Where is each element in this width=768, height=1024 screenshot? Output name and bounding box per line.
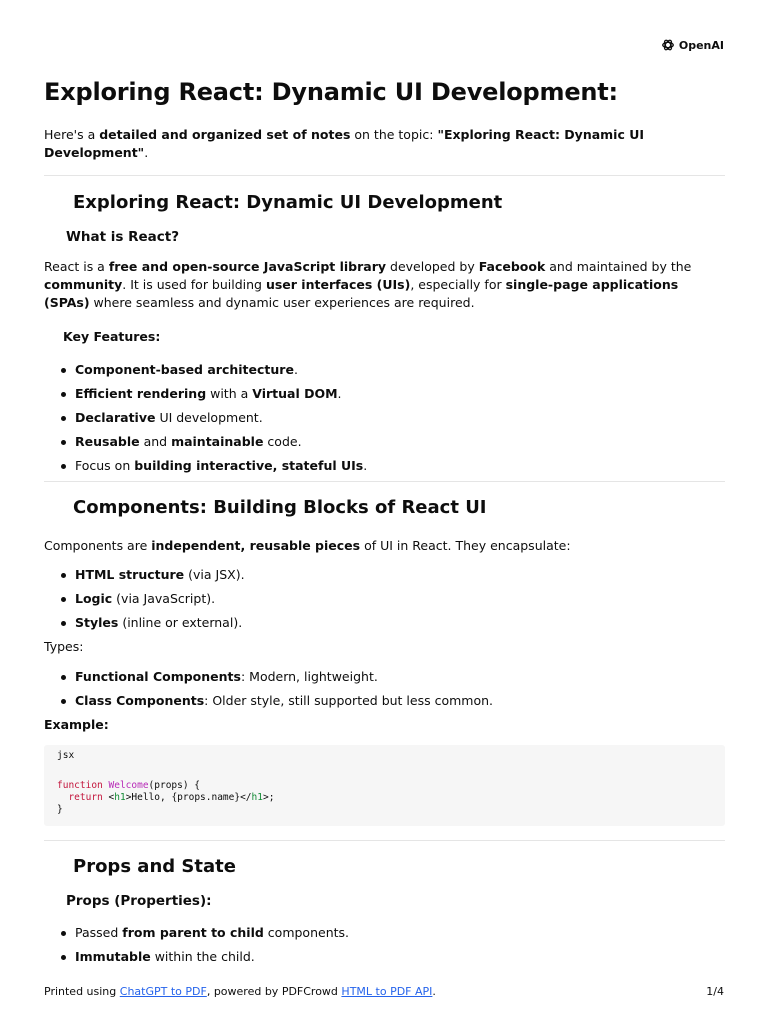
subheading-what-is-react: What is React? [66, 229, 180, 245]
types-label: Types: [44, 639, 84, 654]
bold-text: Component-based architecture [75, 362, 294, 377]
text: React is a [44, 259, 109, 274]
bold-text: Logic [75, 591, 113, 606]
text: developed by [386, 259, 479, 274]
text: components. [263, 925, 350, 940]
section-heading-overview: Exploring React: Dynamic UI Development [73, 192, 503, 213]
text: . [293, 362, 298, 377]
props-list [44, 924, 725, 966]
list-item [44, 590, 725, 608]
bold-text: Facebook [478, 259, 546, 274]
code-function-name: Welcome [108, 780, 149, 791]
components-paragraph [44, 537, 725, 555]
page-title: Exploring React: Dynamic UI Development: [44, 78, 618, 106]
text: with a [206, 386, 253, 401]
page-number: 1/4 [706, 985, 724, 998]
list-item [44, 385, 725, 403]
code-text: >Hello, {props.name}</ [125, 792, 252, 803]
code-keyword: return [68, 792, 103, 803]
footer-text: , powered by PDFCrowd [206, 985, 342, 998]
code-line [57, 792, 712, 804]
bold-text: independent, reusable pieces [151, 538, 361, 553]
list-item [44, 566, 725, 584]
subheading-props: Props (Properties): [66, 893, 212, 909]
code-block [44, 745, 725, 826]
bold-text: from parent to child [122, 925, 264, 940]
bold-text: community [44, 277, 123, 292]
bold-text: HTML structure [75, 567, 185, 582]
bold-text: Reusable [75, 434, 140, 449]
divider [44, 175, 725, 176]
text: and maintained by the [545, 259, 692, 274]
intro-text: . [144, 145, 149, 160]
divider [44, 840, 725, 841]
openai-knot-icon [661, 38, 675, 52]
code-keyword: function [57, 780, 103, 791]
list-item [44, 409, 725, 427]
text: . It is used for building [122, 277, 266, 292]
list-item [44, 668, 725, 686]
brand-name: OpenAI [678, 38, 724, 52]
bold-text: Styles [75, 615, 119, 630]
bold-text: free and open-source JavaScript library [108, 259, 387, 274]
text: : Older style, still supported but less common. [204, 693, 494, 708]
code-text: >; [263, 792, 275, 803]
code-line: } [57, 804, 63, 815]
text: (via JSX). [184, 567, 245, 582]
key-features-heading: Key Features: [63, 329, 161, 344]
text: (via JavaScript). [112, 591, 216, 606]
code-tag: h1 [251, 792, 263, 803]
section-heading-props-state: Props and State [73, 856, 236, 877]
bold-text: Efficient rendering [75, 386, 207, 401]
footer-text: Printed using [44, 985, 120, 998]
what-is-react-paragraph [44, 258, 725, 312]
code-text: < [108, 792, 115, 803]
list-item [44, 433, 725, 451]
page-footer [44, 984, 724, 1000]
bold-text: Immutable [75, 949, 151, 964]
bold-text: Functional Components [75, 669, 241, 684]
text: , especially for [410, 277, 506, 292]
list-item [44, 924, 725, 942]
bold-text: user interfaces (UIs) [265, 277, 411, 292]
list-item [44, 614, 725, 632]
intro-text: on the topic: [350, 127, 438, 142]
divider [44, 481, 725, 482]
chatgpt-to-pdf-link[interactable]: ChatGPT to PDF [119, 985, 207, 998]
types-list [44, 668, 725, 710]
text: within the child. [150, 949, 255, 964]
text: . [363, 458, 368, 473]
intro-text: Here's a [44, 127, 100, 142]
footer-credit [44, 984, 436, 1000]
bold-text: Declarative [75, 410, 156, 425]
bold-text: maintainable [171, 434, 264, 449]
text: Passed [75, 925, 123, 940]
text: UI development. [155, 410, 263, 425]
code-text: (props) { [148, 780, 201, 791]
document-body [44, 72, 725, 972]
list-item [44, 361, 725, 379]
text: of UI in React. They encapsulate: [360, 538, 571, 553]
components-list [44, 566, 725, 632]
code-language-label: jsx [57, 750, 75, 761]
example-label: Example: [44, 717, 109, 732]
key-features-list [44, 361, 725, 475]
intro-paragraph [44, 126, 725, 162]
section-heading-components: Components: Building Blocks of React UI [73, 497, 487, 518]
list-item [44, 948, 725, 966]
bold-text: single-page applications (SPAs) [44, 277, 679, 310]
text: where seamless and dynamic user experiences are required. [89, 295, 475, 310]
text: Focus on [75, 458, 135, 473]
bold-text: Class Components [75, 693, 205, 708]
text: Components are [44, 538, 152, 553]
intro-bold: "Exploring React: Dynamic UI Development" [44, 127, 645, 160]
footer-text: . [432, 985, 436, 998]
intro-bold: detailed and organized set of notes [99, 127, 351, 142]
text: . [337, 386, 342, 401]
list-item [44, 457, 725, 475]
bold-text: Virtual DOM [252, 386, 338, 401]
list-item [44, 692, 725, 710]
bold-text: building interactive, stateful UIs [134, 458, 364, 473]
text: (inline or external). [118, 615, 243, 630]
text: code. [263, 434, 302, 449]
code-tag: h1 [114, 792, 126, 803]
html-to-pdf-api-link[interactable]: HTML to PDF API [341, 985, 433, 998]
code-line [57, 780, 712, 792]
text: : Modern, lightweight. [240, 669, 378, 684]
text: and [139, 434, 172, 449]
openai-logo [661, 38, 724, 52]
